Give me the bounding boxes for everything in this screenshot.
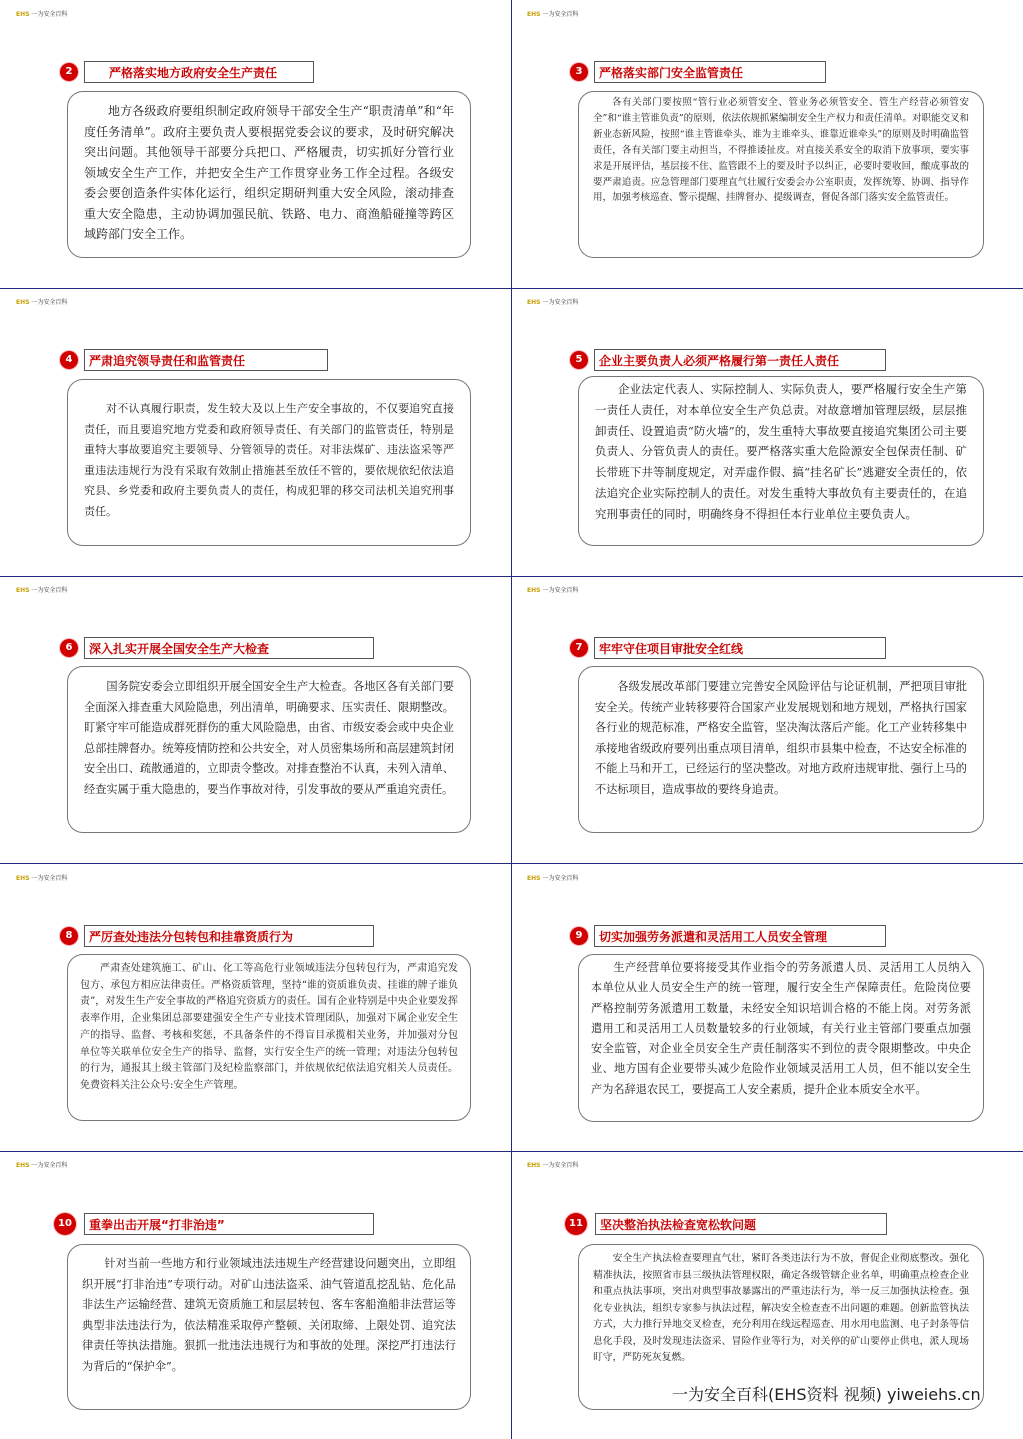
section-title: 严肃追究领导责任和监管责任 xyxy=(84,349,328,371)
section-title: 严格落实部门安全监管责任 xyxy=(594,61,826,83)
brand-logo: EHS 一为安全百科 xyxy=(527,11,579,18)
section-title: 切实加强劳务派遣和灵活用工人员安全管理 xyxy=(594,925,886,947)
brand-logo: EHS 一为安全百科 xyxy=(16,587,68,594)
brand-logo: EHS 一为安全百科 xyxy=(16,875,68,882)
section-title: 严格落实地方政府安全生产责任 xyxy=(84,61,314,83)
section-number-badge: 4 xyxy=(60,351,78,369)
section-number-badge: 3 xyxy=(570,63,588,81)
section-body: 地方各级政府要组织制定政府领导干部安全生产“职责清单”和“年度任务清单”。政府主要负责人要根据党委会议的要求，及时研究解决突出问题。其他领导干部要分兵把口、严格履责，切实抓好分管行业领域安全生产工作，并把安全生产工作贯穿业务工作全过程。各级安委会要创造条件实体化运行，组织定期研判重大安全风险，滚动排查重大安全隐患，主动协调加强民航、铁路、电力、商渔船碰撞等跨区域跨部门安全工作。 xyxy=(67,91,471,258)
section-body: 严肃查处建筑施工、矿山、化工等高危行业领域违法分包转包行为，严肃追究发包方、承包方相应法律责任。严格资质管理，坚持“谁的资质谁负责、挂谁的牌子谁负责”，对发生生产安全事故的严格追究资质方的责任。国有企业特别是中央企业要发挥表率作用，企业集团总部要建强安全生产专业技术管理团队，加强对下属企业安全生产的指导、监督、考核和奖惩，不具备条件的不得盲目承揽相关业务，并加强对分包单位等关联单位安全生产的指导、监督，实行安全生产的统一管理；对违法分包转包的行为，通报其上级主管部门及纪检监察部门，并依规依纪依法追究相关人员责任。免费资料关注公众号:安全生产管理。 xyxy=(67,954,471,1121)
section-title: 深入扎实开展全国安全生产大检查 xyxy=(84,637,374,659)
section-number-badge: 7 xyxy=(570,639,588,657)
row-divider xyxy=(0,1151,1023,1152)
section-title: 重拳出击开展“打非治违” xyxy=(84,1213,374,1235)
brand-logo: EHS 一为安全百科 xyxy=(16,299,68,306)
brand-logo: EHS 一为安全百科 xyxy=(527,875,579,882)
section-body: 国务院安委会立即组织开展全国安全生产大检查。各地区各有关部门要全面深入排查重大风险隐患，列出清单，明确要求、压实责任、限期整改。盯紧守牢可能造成群死群伤的重大风险隐患，由省、市级安委会或中央企业总部挂牌督办。统筹疫情防控和公共安全，对人员密集场所和高层建筑封闭安全出口、疏散通道的，立即责令整改。对排查整治不认真，未列入清单、经查实属于重大隐患的，要当作事故对待，引发事故的要从严重追究责任。 xyxy=(67,666,471,833)
section-title: 牢牢守住项目审批安全红线 xyxy=(594,637,886,659)
watermark-text: 一为安全百科(EHS资料 视频) yiweiehs.cn xyxy=(672,1385,981,1404)
section-body: 针对当前一些地方和行业领域违法违规生产经营建设问题突出，立即组织开展“打非治违”专项行动。对矿山违法盗采、油气管道乱挖乱钻、危化品非法生产运输经营、建筑无资质施工和层层转包、客车客船渔船非法营运等典型非法违法行为，依法精准采取停产整顿、关闭取缔、上限处罚、追究法律责任等执法措施。狠抓一批违法违规行为和事故的处理。深挖严打违法行为背后的“保护伞”。 xyxy=(67,1244,471,1410)
row-divider xyxy=(0,863,1023,864)
section-body: 安全生产执法检查要理直气壮，紧盯各类违法行为不放，督促企业彻底整改。强化精准执法，按照省市县三级执法管理权限，确定各级管辖企业名单，明确重点检查企业和重点执法事项，突出对典型事故暴露出的严重违法行为，举一反三加强执法检查。强化专业执法，组织专家参与执法过程，解决安全检查查不出问题的难题。创新监管执法方式，大力推行异地交叉检查，充分利用在线远程巡查、用水用电监测、电子封条等信息化手段，及时发现违法盗采、冒险作业等行为，对关停的矿山要停止供电，派人现场盯守，严防死灰复燃。 xyxy=(578,1244,984,1410)
section-title: 坚决整治执法检查宽松软问题 xyxy=(595,1213,887,1235)
section-number-badge: 6 xyxy=(60,639,78,657)
section-body: 各有关部门要按照“管行业必须管安全、管业务必须管安全、管生产经营必须管安全”和“谁主管谁负责”的原则，依法依规抓紧编制安全生产权力和责任清单。对职能交叉和新业态新风险，按照“谁主管谁牵头、谁为主谁牵头、谁靠近谁牵头”的原则及时明确监管责任，各有关部门要主动担当，不得推诿扯皮。对直接关系安全的取消下放事项，要实事求是开展评估，基层接不住、监管跟不上的要及时予以纠正，必要时要收回，酿成事故的要严肃追责。应急管理部门要理直气壮履行安委会办公室职责，发挥统筹、协调、指导作用，加强考核巡查、警示提醒、挂牌督办、提级调查，督促各部门落实安全监管责任。 xyxy=(578,91,984,258)
section-title: 企业主要负责人必须严格履行第一责任人责任 xyxy=(594,349,886,371)
section-body: 对不认真履行职责，发生较大及以上生产安全事故的，不仅要追究直接责任，而且要追究地方党委和政府领导责任、有关部门的监管责任，特别是重特大事故要追究主要领导、分管领导的责任。对非法煤矿、违法盗采等严重违法违规行为没有采取有效制止措施甚至放任不管的，要依规依纪依法追究县、乡党委和政府主要负责人的责任，构成犯罪的移交司法机关追究刑事责任。 xyxy=(67,379,471,546)
section-body: 企业法定代表人、实际控制人、实际负责人，要严格履行安全生产第一责任人责任，对本单位安全生产负总责。对故意增加管理层级，层层推卸责任、设置追责“防火墙”的，发生重特大事故要直接追究集团公司主要负责人、分管负责人的责任。要严格落实重大危险源安全包保责任制、矿长带班下井等制度规定，对弄虚作假、搞“挂名矿长”逃避安全责任的，依法追究企业实际控制人的责任。对发生重特大事故负有主要责任的，在追究刑事责任的同时，明确终身不得担任本行业单位主要负责人。 xyxy=(578,376,984,546)
brand-logo: EHS 一为安全百科 xyxy=(527,587,579,594)
section-number-badge: 2 xyxy=(60,63,78,81)
brand-logo: EHS 一为安全百科 xyxy=(527,1162,579,1169)
section-body: 生产经营单位要将接受其作业指令的劳务派遣人员、灵活用工人员纳入本单位从业人员安全生产的统一管理，履行安全生产保障责任。危险岗位要严格控制劳务派遣用工数量，未经安全知识培训合格的不能上岗。对劳务派遣用工和灵活用工人员数量较多的行业领域，有关行业主管部门要重点加强安全监管，对企业全员安全生产责任制落实不到位的责令限期整改。中央企业、地方国有企业要带头减少危险作业领域灵活用工人员，但不能以安全生产为名辞退农民工，要提高工人安全素质，提升企业本质安全水平。 xyxy=(578,954,984,1122)
brand-logo: EHS 一为安全百科 xyxy=(16,11,68,18)
section-number-badge: 11 xyxy=(565,1213,587,1235)
section-title: 严厉查处违法分包转包和挂靠资质行为 xyxy=(84,925,374,947)
section-number-badge: 8 xyxy=(60,927,78,945)
brand-logo: EHS 一为安全百科 xyxy=(527,299,579,306)
column-divider xyxy=(511,0,512,1439)
section-number-badge: 10 xyxy=(54,1213,76,1235)
row-divider xyxy=(0,288,1023,289)
section-number-badge: 9 xyxy=(570,927,588,945)
section-body: 各级发展改革部门要建立完善安全风险评估与论证机制，严把项目审批安全关。传统产业转移要符合国家产业发展规划和地方规划，严格执行国家各行业的规范标准，严格安全监管，坚决淘汰落后产能。化工产业转移集中承接地省级政府要列出重点项目清单，组织市县集中检查，不达安全标准的不能上马和开工，已经运行的坚决整改。对地方政府违规审批、强行上马的不达标项目，造成事故的要终身追责。 xyxy=(578,666,984,833)
row-divider xyxy=(0,576,1023,577)
brand-logo: EHS 一为安全百科 xyxy=(16,1162,68,1169)
section-number-badge: 5 xyxy=(570,351,588,369)
